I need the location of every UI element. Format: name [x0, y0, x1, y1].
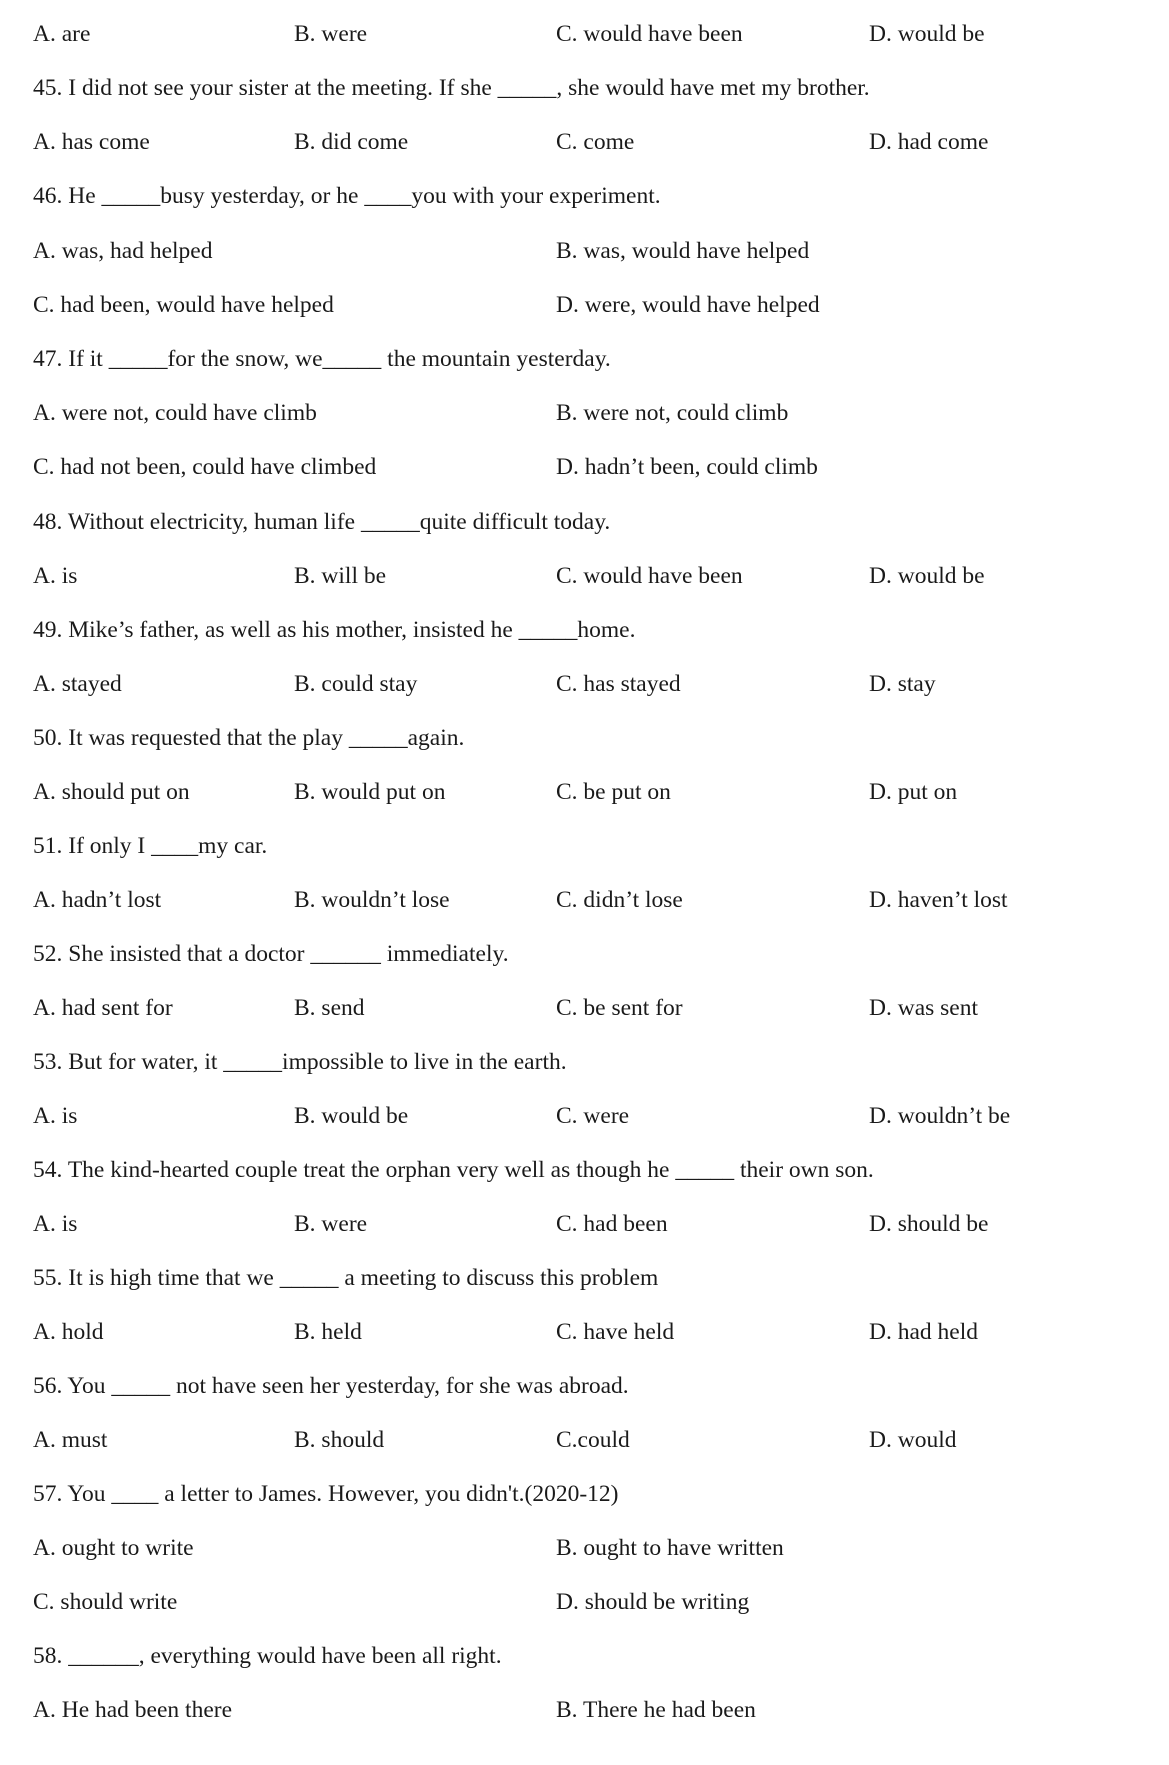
option-b: B. will be [294, 563, 387, 589]
question-50-options [0, 772, 1169, 812]
option-b: B. were [294, 21, 368, 47]
question-stem: 46. He _____busy yesterday, or he ____you with your experiment. [33, 183, 661, 209]
option-d: D. should be writing [556, 1589, 750, 1615]
option-d: D. would be [869, 563, 985, 589]
option-d: D. would [869, 1427, 957, 1453]
option-b: B. were not, could climb [556, 400, 789, 426]
question-stem: 49. Mike’s father, as well as his mother, insisted he _____home. [33, 617, 636, 643]
question-58 [0, 1636, 1169, 1676]
question-45 [0, 68, 1169, 108]
option-a: A. were not, could have climb [33, 400, 317, 426]
option-c: C. come [556, 129, 635, 155]
question-stem: 55. It is high time that we _____ a meeting to discuss this problem [33, 1265, 659, 1291]
question-stem: 47. If it _____for the snow, we_____ the mountain yesterday. [33, 346, 611, 372]
option-b: B. send [294, 995, 365, 1021]
question-52-options [0, 988, 1169, 1028]
option-d: D. hadn’t been, could climb [556, 454, 818, 480]
option-c: C.could [556, 1427, 630, 1453]
question-stem: 48. Without electricity, human life _____quite difficult today. [33, 509, 611, 535]
option-c: C. has stayed [556, 671, 681, 697]
question-49-options [0, 664, 1169, 704]
question-stem: 57. You ____ a letter to James. However, you didn't.(2020-12) [33, 1481, 619, 1507]
question-stem: 56. You _____ not have seen her yesterday, for she was abroad. [33, 1373, 629, 1399]
question-45-options [0, 122, 1169, 162]
option-a: A. hadn’t lost [33, 887, 162, 913]
option-a: A. had sent for [33, 995, 173, 1021]
option-d: D. had held [869, 1319, 978, 1345]
question-47-options-row1 [0, 393, 1169, 433]
question-58-options [0, 1690, 1169, 1730]
question-55-options [0, 1312, 1169, 1352]
option-c: C. should write [33, 1589, 178, 1615]
option-b: B. would put on [294, 779, 446, 805]
question-stem: 51. If only I ____my car. [33, 833, 268, 859]
question-53-options [0, 1096, 1169, 1136]
option-c: C. have held [556, 1319, 675, 1345]
question-51 [0, 826, 1169, 866]
option-b: B. should [294, 1427, 385, 1453]
question-48-options [0, 556, 1169, 596]
option-d: D. put on [869, 779, 958, 805]
option-d: D. had come [869, 129, 989, 155]
option-a: A. hold [33, 1319, 104, 1345]
question-stem: 53. But for water, it _____impossible to live in the earth. [33, 1049, 567, 1075]
question-57-options-row1 [0, 1528, 1169, 1568]
option-d: D. stay [869, 671, 936, 697]
option-a: A. are [33, 21, 91, 47]
option-c: C. would have been [556, 563, 743, 589]
question-56-options [0, 1420, 1169, 1460]
option-b: B. would be [294, 1103, 409, 1129]
option-b: B. held [294, 1319, 362, 1345]
option-d: D. would be [869, 21, 985, 47]
option-a: A. has come [33, 129, 150, 155]
option-a: A. stayed [33, 671, 122, 697]
option-c: C. had been [556, 1211, 668, 1237]
option-a: A. ought to write [33, 1535, 194, 1561]
option-b: B. could stay [294, 671, 418, 697]
question-46 [0, 176, 1169, 216]
question-51-options [0, 880, 1169, 920]
option-a: A. is [33, 1211, 78, 1237]
question-57 [0, 1474, 1169, 1514]
question-53 [0, 1042, 1169, 1082]
question-stem: 52. She insisted that a doctor ______ immediately. [33, 941, 509, 967]
option-b: B. ought to have written [556, 1535, 784, 1561]
question-stem: 50. It was requested that the play _____again. [33, 725, 465, 751]
option-c: C. would have been [556, 21, 743, 47]
option-c: C. didn’t lose [556, 887, 683, 913]
option-c: C. be put on [556, 779, 671, 805]
question-52 [0, 934, 1169, 974]
question-57-options-row2 [0, 1582, 1169, 1622]
option-b: B. was, would have helped [556, 238, 810, 264]
option-d: D. haven’t lost [869, 887, 1008, 913]
option-b: B. wouldn’t lose [294, 887, 450, 913]
question-47-options-row2 [0, 447, 1169, 487]
option-b: B. were [294, 1211, 368, 1237]
question-54-options [0, 1204, 1169, 1244]
option-d: D. should be [869, 1211, 989, 1237]
question-46-options-row2 [0, 285, 1169, 325]
option-c: C. had been, would have helped [33, 292, 334, 318]
question-44-options [0, 14, 1169, 54]
question-54 [0, 1150, 1169, 1190]
question-55 [0, 1258, 1169, 1298]
option-a: A. is [33, 1103, 78, 1129]
option-b: B. did come [294, 129, 409, 155]
question-47 [0, 339, 1169, 379]
option-a: A. should put on [33, 779, 190, 805]
option-b: B. There he had been [556, 1697, 756, 1723]
option-a: A. must [33, 1427, 108, 1453]
question-46-options-row1 [0, 231, 1169, 271]
question-50 [0, 718, 1169, 758]
option-c: C. be sent for [556, 995, 683, 1021]
option-c: C. were [556, 1103, 630, 1129]
option-d: D. were, would have helped [556, 292, 820, 318]
question-stem: 54. The kind-hearted couple treat the orphan very well as though he _____ their own son. [33, 1157, 874, 1183]
option-a: A. is [33, 563, 78, 589]
option-d: D. was sent [869, 995, 978, 1021]
option-a: A. was, had helped [33, 238, 213, 264]
question-48 [0, 502, 1169, 542]
question-56 [0, 1366, 1169, 1406]
question-49 [0, 610, 1169, 650]
option-a: A. He had been there [33, 1697, 233, 1723]
question-stem: 58. ______, everything would have been all right. [33, 1643, 502, 1669]
option-d: D. wouldn’t be [869, 1103, 1011, 1129]
question-stem: 45. I did not see your sister at the meeting. If she _____, she would have met my brother. [33, 75, 870, 101]
option-c: C. had not been, could have climbed [33, 454, 377, 480]
